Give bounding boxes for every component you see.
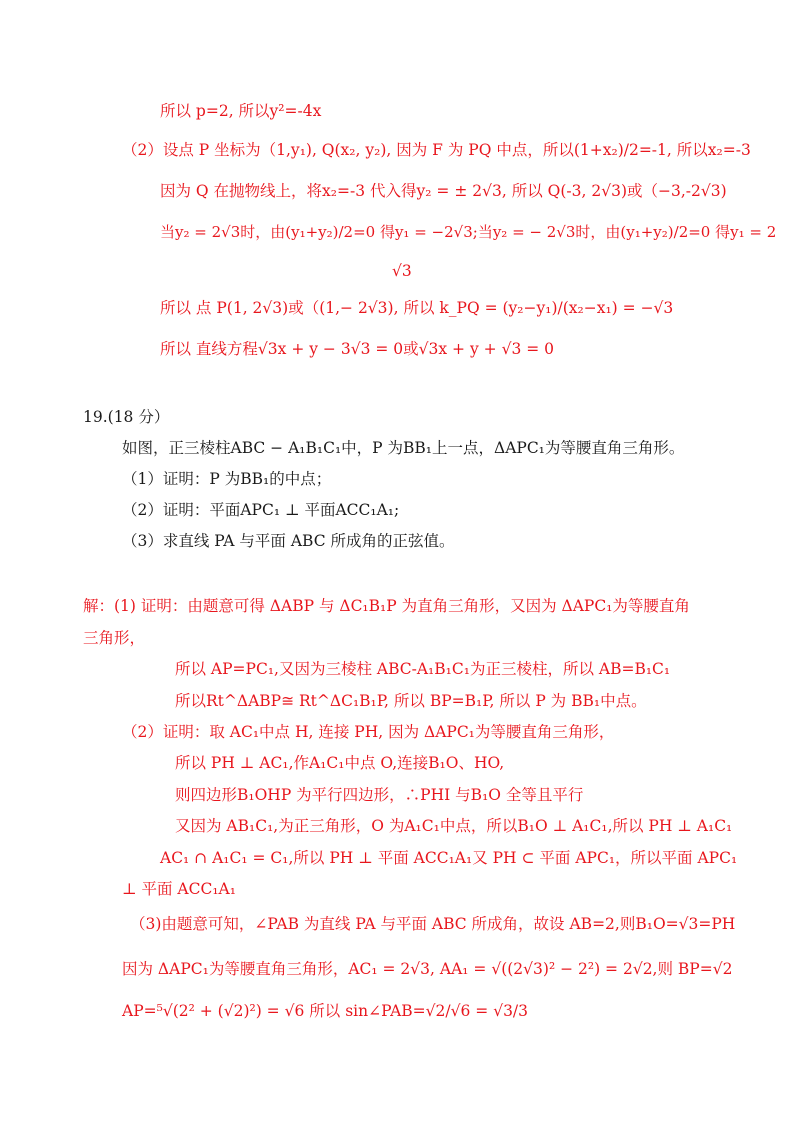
solution-19-line-9: AC₁ ∩ A₁C₁ = C₁,所以 PH ⊥ 平面 ACC₁A₁又 PH ⊂ 平面 APC₁，所以平面 APC₁ [160,849,738,867]
solution-19-line-5: （2）证明：取 AC₁中点 H, 连接 PH, 因为 ΔAPC₁为等腰直角三角形， [122,723,615,741]
problem-19-part-3: （3）求直线 PA 与平面 ABC 所成角的正弦值。 [122,532,455,550]
solution-18-line-5: √3 [392,262,412,280]
solution-19-line-12: 因为 ΔAPC₁为等腰直角三角形，AC₁ = 2√3, AA₁ = √((2√3)² − 2²) = 2√2,则 BP=√2 [122,960,733,978]
solution-19-line-13: AP=⁵√(2² + (√2)²) = √6 所以 sin∠PAB=√2/√6 = √3/3 [122,1002,529,1020]
solution-18-line-4: 当y₂ = 2√3时，由(y₁+y₂)/2=0 得y₁ = −2√3;当y₂ = − 2√3时，由(y₁+y₂)/2=0 得y₁ = 2 [160,223,777,241]
solution-19-line-6: 所以 PH ⊥ AC₁,作A₁C₁中点 O,连接B₁O、HO, [175,754,505,772]
solution-18-line-3: 因为 Q 在抛物线上，将x₂=-3 代入得y₂ = ± 2√3, 所以 Q(-3, 2√3)或（−3,-2√3) [160,182,727,200]
solution-19-line-4: 所以Rt^ΔABP≅ Rt^ΔC₁B₁P, 所以 BP=B₁P, 所以 P 为 BB₁中点。 [175,692,647,710]
solution-19-line-1: 解：(1) 证明：由题意可得 ΔABP 与 ΔC₁B₁P 为直角三角形，又因为 ΔAPC₁为等腰直角 [83,597,690,615]
solution-19-line-2: 三角形， [83,629,146,647]
problem-19-part-2: （2）证明：平面APC₁ ⊥ 平面ACC₁A₁; [122,501,400,519]
solution-19-line-11: （3)由题意可知，∠PAB 为直线 PA 与平面 ABC 所成角，故设 AB=2,则B₁O=√3=PH [130,915,736,933]
problem-19-heading: 19.(18 分） [83,408,170,426]
solution-18-line-2: （2）设点 P 坐标为（1,y₁), Q(x₂, y₂), 因为 F 为 PQ 中点，所以(1+x₂)/2=-1, 所以x₂=-3 [122,141,751,159]
solution-18-line-1: 所以 p=2, 所以y²=-4x [160,102,322,120]
solution-19-line-3: 所以 AP=PC₁,又因为三棱柱 ABC-A₁B₁C₁为正三棱柱，所以 AB=B₁C₁ [175,660,671,678]
problem-19-part-1: （1）证明：P 为BB₁的中点； [122,470,332,488]
solution-19-line-10: ⊥ 平面 ACC₁A₁ [122,880,236,898]
solution-19-line-7: 则四边形B₁OHP 为平行四边形，∴PHI 与B₁O 全等且平行 [175,786,584,804]
solution-19-line-8: 又因为 AB₁C₁,为正三角形，O 为A₁C₁中点，所以B₁O ⊥ A₁C₁,所以 PH ⊥ A₁C₁ [175,817,733,835]
solution-18-line-7: 所以 直线方程√3x + y − 3√3 = 0或√3x + y + √3 = 0 [160,340,555,358]
problem-19-statement: 如图，正三棱柱ABC − A₁B₁C₁中，P 为BB₁上一点，ΔAPC₁为等腰直角三角形。 [122,439,685,457]
solution-18-line-6: 所以 点 P(1, 2√3)或（(1,− 2√3), 所以 k_PQ = (y₂−y₁)/(x₂−x₁) = −√3 [160,299,674,317]
